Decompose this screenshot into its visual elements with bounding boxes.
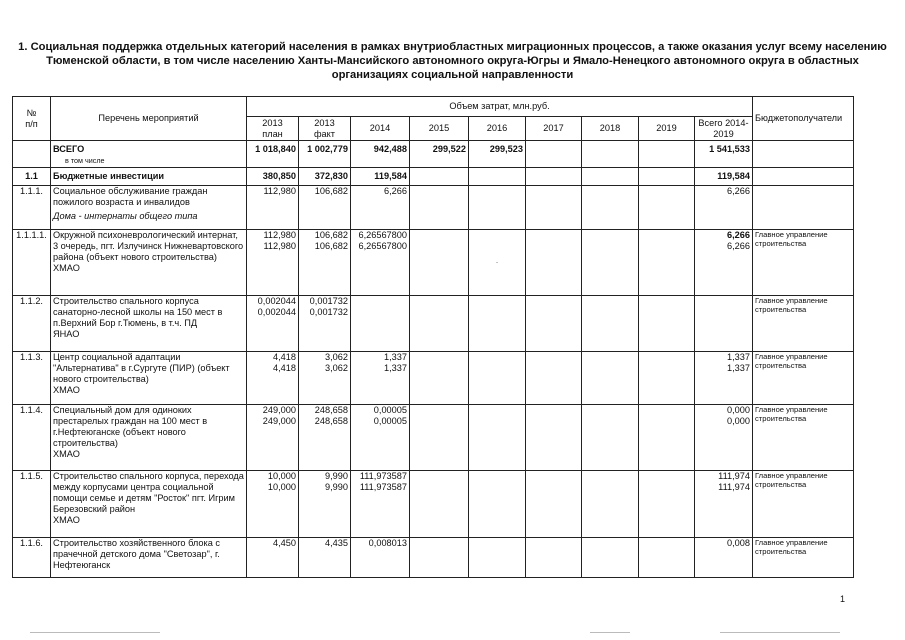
footer-rule-right: [720, 632, 840, 633]
table-row: ВСЕГО в том числе 1 018,840 1 002,779 942,488 299,522 299,523 1 541,533: [13, 141, 854, 168]
table-row: 1.1.1.1. Окружной психоневрологический интернат, 3 очередь, пгт. Излучинск Нижневартовского района (объект нового строительства) ХМАО 112,980 112,980 106,682 106,682 6,26567800 6,26567800 · 6,266 6,266 Главное управление строительства: [13, 230, 854, 296]
header-recipients: Бюджетополучатели: [753, 97, 854, 141]
table-row: 1.1.4. Специальный дом для одиноких престарелых граждан на 100 мест в г.Нефтеюганске (объект нового строительства) ХМАО 249,000 249,000 248,658 248,658 0,00005 0,00005 0,000 0,000 Главное управление строительства: [13, 405, 854, 471]
table-row: 1.1.1. Социальное обслуживание граждан пожилого возраста и инвалидов Дома - интернаты общего типа 112,980 106,682 6,266 6,266: [13, 186, 854, 230]
footer-rule-left: [30, 632, 160, 633]
header-volume: Объем затрат, млн.руб.: [247, 97, 753, 117]
header-2013-fact: 2013 факт: [299, 117, 351, 141]
header-2017: 2017: [526, 117, 582, 141]
header-list: Перечень мероприятий: [51, 97, 247, 141]
table-row: 1.1.6. Строительство хозяйственного блока с прачечной детского дома "Светозар", г. Нефтеюганск 4,450 4,435 0,008013 0,008 Главное управление строительства: [13, 538, 854, 578]
document-title: 1. Социальная поддержка отдельных категорий населения в рамках внутриобластных миграционных процессов, а также оказания услуг всему населению Тюменской области, в том числе населению Ханты-Мансийского автономного округа-Югры и Ямало-Ненецкого автономного округа в областных организациях социальной направленности: [18, 41, 887, 81]
header-2018: 2018: [582, 117, 639, 141]
header-2014: 2014: [351, 117, 410, 141]
header-num: № п/п: [13, 97, 51, 141]
expenses-table: [12, 96, 854, 578]
header-2013-plan: 2013 план: [247, 117, 299, 141]
table-row: 1.1.5. Строительство спального корпуса, перехода между корпусами центра социальной помощи семье и детям "Росток" пгт. Игрим Березовский район ХМАО 10,000 10,000 9,990 9,990 111,973587 111,973587 111,974 111,974 Главное управление строительства: [13, 471, 854, 538]
table-row: 1.1.3. Центр социальной адаптации "Альтернатива" в г.Сургуте (ПИР) (объект нового строительства) ХМАО 4,418 4,418 3,062 3,062 1,337 1,337 1,337 1,337 Главное управление строительства: [13, 352, 854, 405]
header-2016: 2016: [469, 117, 526, 141]
table-row: 1.1 Бюджетные инвестиции 380,850 372,830 119,584 119,584: [13, 168, 854, 186]
row-total-label: ВСЕГО в том числе: [51, 141, 247, 168]
header-total: Всего 2014- 2019: [695, 117, 753, 141]
footer-rule-mid: [590, 632, 630, 633]
table-row: 1.1.2. Строительство спального корпуса санаторно-лесной школы на 150 мест в п.Верхний Бор г.Тюмень, в т.ч. ПД ЯНАО 0,002044 0,002044 0,001732 0,001732 Главное управление строительства: [13, 296, 854, 352]
header-2019: 2019: [639, 117, 695, 141]
page-number: 1: [840, 594, 846, 604]
header-2015: 2015: [410, 117, 469, 141]
